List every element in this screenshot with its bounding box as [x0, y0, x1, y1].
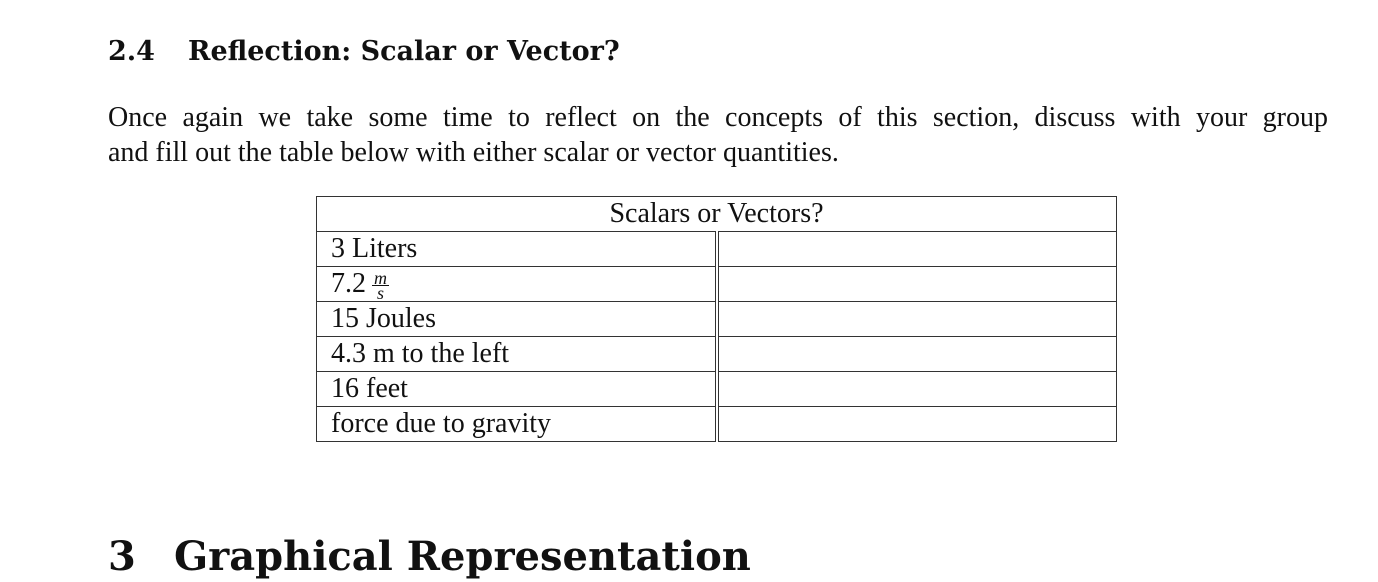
table-row: [317, 302, 1117, 337]
table-row: [317, 407, 1117, 442]
answer-cell[interactable]: [717, 337, 1117, 372]
quantity-value: 7.2: [331, 268, 366, 299]
unit-denominator: s: [376, 283, 384, 302]
answer-cell[interactable]: [717, 267, 1117, 302]
quantity-cell: force due to gravity: [317, 407, 717, 442]
paragraph-line-2: and fill out the table below with either scalar or vector quantities.: [108, 137, 839, 168]
table-row: [317, 372, 1117, 407]
section-title: Reflection: Scalar or Vector?: [188, 36, 620, 67]
section-heading: [108, 34, 620, 70]
table-row: [317, 267, 1117, 302]
quantity-cell: 15 Joules: [317, 302, 717, 337]
table-row: [317, 337, 1117, 372]
unit-numerator: m: [374, 268, 387, 289]
scalar-vector-table: [316, 196, 1117, 442]
quantity-cell: [317, 267, 717, 302]
answer-cell[interactable]: [717, 372, 1117, 407]
answer-cell[interactable]: [717, 407, 1117, 442]
quantity-cell: 3 Liters: [317, 232, 717, 267]
next-section-heading: [108, 532, 751, 582]
quantity-cell: 4.3 m to the left: [317, 337, 717, 372]
table-header: Scalars or Vectors?: [317, 197, 1117, 232]
table-header-row: [317, 197, 1117, 232]
next-section-number: 3: [108, 533, 136, 580]
answer-cell[interactable]: [717, 232, 1117, 267]
section-number: 2.4: [108, 36, 155, 67]
answer-cell[interactable]: [717, 302, 1117, 337]
unit-fraction: [372, 268, 389, 302]
paragraph-line-1: Once again we take some time to reflect on the concepts of this section, discuss with your group: [108, 102, 1328, 133]
quantity-cell: 16 feet: [317, 372, 717, 407]
next-section-title: Graphical Representation: [174, 533, 751, 580]
intro-paragraph: [108, 100, 1328, 170]
table-row: [317, 232, 1117, 267]
